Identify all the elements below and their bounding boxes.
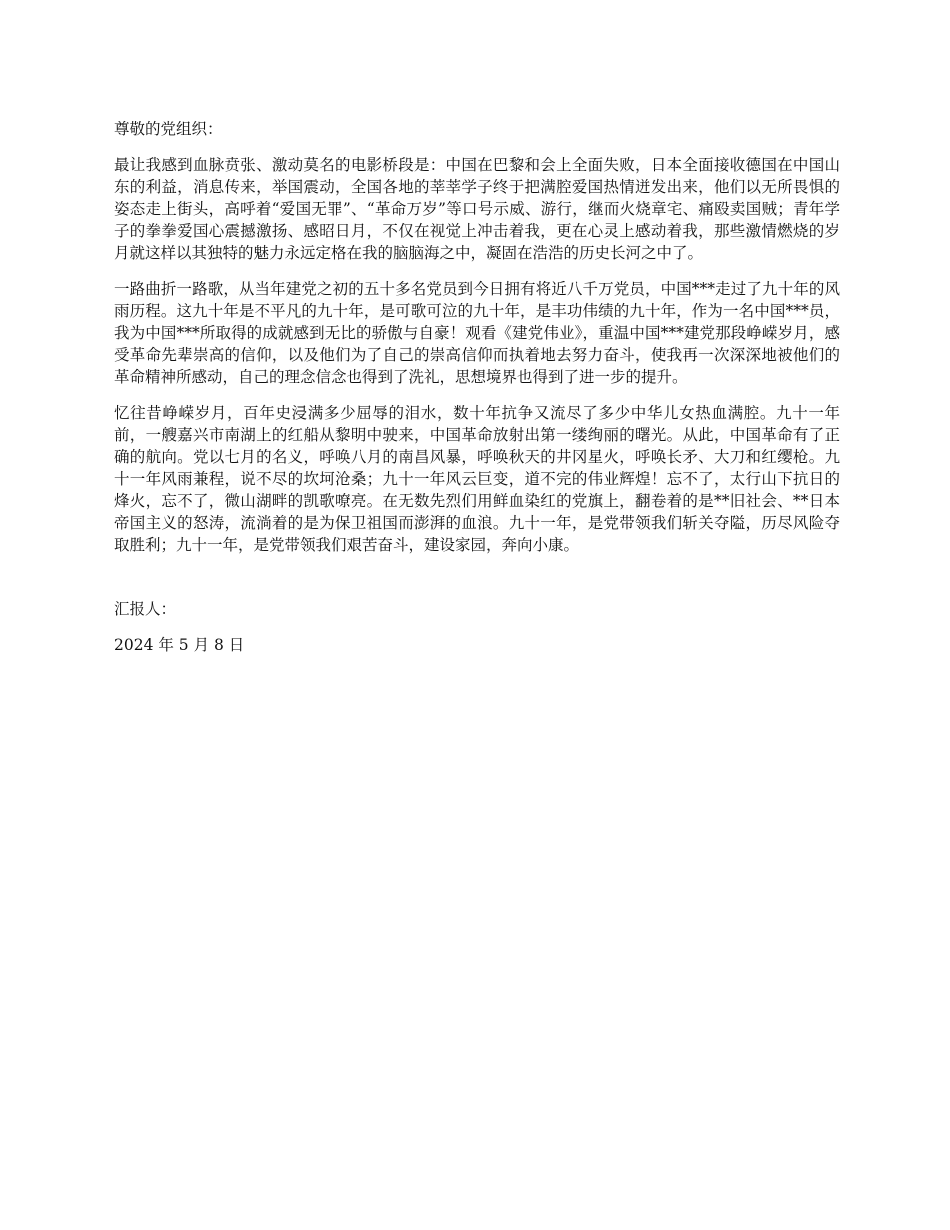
letter-body [114,118,840,656]
spacer [114,570,840,598]
paragraph-2: 一路曲折一路歌，从当年建党之初的五十多名党员到今日拥有将近八千万党员，中国***走过了九十年的风雨历程。这九十年是不平凡的九十年，是可歌可泣的九十年，是丰功伟绩的九十年，作为一名中国***员，我为中国***所取得的成就感到无比的骄傲与自豪！观看《建党伟业》，重温中国***建党那段峥嵘岁月，感受革命先辈崇高的信仰，以及他们为了自己的崇高信仰而执着地去努力奋斗，使我再一次深深地被他们的革命精神所感动，自己的理念信念也得到了洗礼，思想境界也得到了进一步的提升。 [114,280,840,386]
paragraph-3: 忆往昔峥嵘岁月，百年史浸满多少屈辱的泪水，数十年抗争又流尽了多少中华儿女热血满腔。九十一年前，一艘嘉兴市南湖上的红船从黎明中驶来，中国革命放射出第一缕绚丽的曙光。从此，中国革命有了正确的航向。党以七月的名义，呼唤八月的南昌风暴，呼唤秋天的井冈星火，呼唤长矛、大刀和红缨枪。九十一年风雨兼程，说不尽的坎坷沧桑；九十一年风云巨变，道不完的伟业辉煌！忘不了，太行山下抗日的烽火，忘不了，微山湖畔的凯歌嘹亮。在无数先烈们用鲜血染红的党旗上，翻卷着的是**旧社会、**日本帝国主义的怒涛，流淌着的是为保卫祖国而澎湃的血浪。九十一年，是党带领我们斩关夺隘，历尽风险夺取胜利；九十一年，是党带领我们艰苦奋斗，建设家园，奔向小康。 [114,404,840,554]
salutation: 尊敬的党组织： [114,120,223,138]
paragraph-1: 最让我感到血脉贲张、激动莫名的电影桥段是：中国在巴黎和会上全面失败，日本全面接收德国在中国山东的利益，消息传来，举国震动，全国各地的莘莘学子终于把满腔爱国热情迸发出来，他们以无所畏惧的姿态走上街头，高呼着“爱国无罪”、“革命万岁”等口号示威、游行，继而火烧章宅、痛殴卖国贼；青年学子的拳拳爱国心震撼激扬、感昭日月，不仅在视觉上冲击着我，更在心灵上感动着我，那些激情燃烧的岁月就这样以其独特的魅力永远定格在我的脑脑海之中，凝固在浩浩的历史长河之中了。 [114,156,840,262]
reporter-label: 汇报人： [114,600,177,618]
report-date: 2024 年 5 月 8 日 [114,636,245,654]
